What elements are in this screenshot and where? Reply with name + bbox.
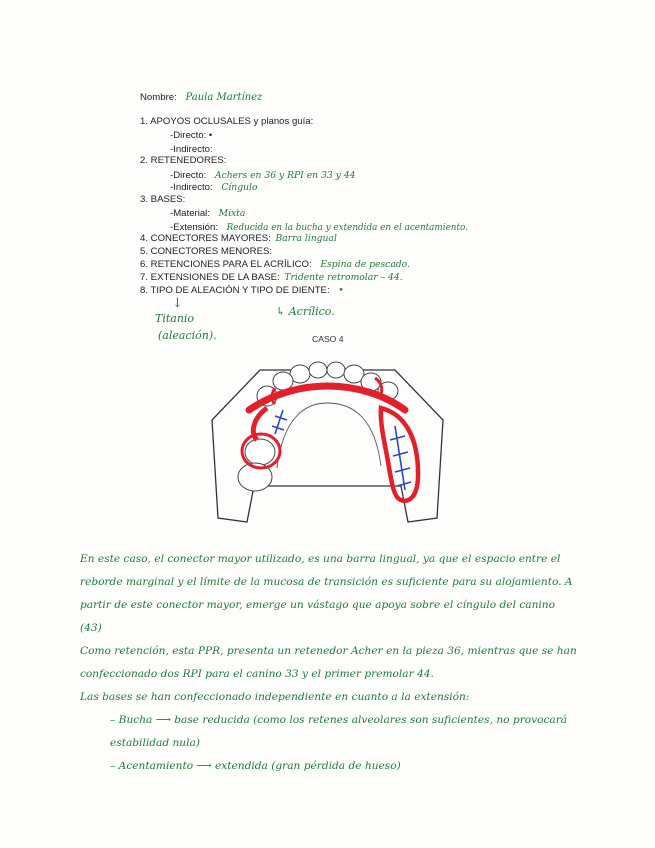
tooth-canine-left xyxy=(273,372,293,390)
q8-value: • xyxy=(338,285,344,296)
tooth-anterior-2 xyxy=(309,362,327,378)
q7-value: Tridente retromolar – 44. xyxy=(284,272,403,283)
q3-extension xyxy=(170,222,468,233)
q3-extension-label: -Extensión: xyxy=(170,222,218,233)
arrow-down-note: ↓ xyxy=(172,296,183,311)
dental-arch-diagram xyxy=(205,348,450,528)
name-value: Paula Martínez xyxy=(185,92,263,103)
q5-label: 5. CONECTORES MENORES: xyxy=(140,246,273,257)
q2-indirect-label: -Indirecto: xyxy=(170,182,213,193)
explanation-text xyxy=(80,548,580,778)
paragraph-3: Las bases se han confeccionado independiente en cuanto a la extensión: xyxy=(80,691,470,703)
paragraph-2: Como retención, esta PPR, presenta un retenedor Acher en la pieza 36, mientras que se han confeccionado dos RPI para el canino 33 y el primer premolar 44. xyxy=(80,645,577,680)
retention-right-rib-2 xyxy=(393,452,408,456)
name-line xyxy=(140,92,262,103)
note-aleacion: (aleación). xyxy=(158,329,217,342)
q1-direct-label: -Directo: xyxy=(170,130,207,141)
q1-direct-value: • xyxy=(208,130,213,141)
tooth-36 xyxy=(245,439,275,465)
q7-label: 7. EXTENSIONES DE LA BASE: xyxy=(140,272,280,283)
name-label: Nombre: xyxy=(140,92,177,103)
q3-extension-value: Reducida en la bucha y extendida en el acentamiento. xyxy=(226,223,468,233)
retention-left-spine xyxy=(275,410,283,434)
q2-heading: 2. RETENEDORES: xyxy=(140,155,227,166)
q2-direct xyxy=(170,170,355,181)
q2-indirect-value: Cíngulo xyxy=(221,182,258,193)
tooth-anterior-3 xyxy=(327,362,345,378)
q2-direct-label: -Directo: xyxy=(170,170,207,181)
retention-left xyxy=(272,410,287,434)
q6-label: 6. RETENCIONES PARA EL ACRÍLICO: xyxy=(140,259,312,270)
q7-line xyxy=(140,272,403,283)
q6-line xyxy=(140,259,410,270)
q3-material-label: -Material: xyxy=(170,208,210,219)
q1-indirect-label: -Indirecto: xyxy=(170,144,213,155)
q4-value: Barra lingual xyxy=(275,233,337,244)
paragraph-5: – Acentamiento ⟶ extendida (gran pérdida de hueso) xyxy=(110,760,401,772)
q3-heading: 3. BASES: xyxy=(140,194,186,205)
q6-value: Espina de pescado. xyxy=(320,259,410,270)
paragraph-1: En este caso, el conector mayor utilizado, es una barra lingual, ya que el espacio entre el reborde marginal y el límite de la mucosa de transición es suficiente para su alojamiento. A partir de este conector mayor, emerge un vástago que apoya sobre el cíngulo del canino (43) xyxy=(80,553,573,634)
q1-direct xyxy=(170,130,212,141)
q4-line xyxy=(140,233,337,244)
q3-material xyxy=(170,208,245,219)
inner-arch-line xyxy=(277,403,381,468)
q2-indirect xyxy=(170,182,258,193)
note-titanio: Titanio xyxy=(155,312,195,325)
q2-direct-value: Achers en 36 y RPI en 33 y 44 xyxy=(214,170,356,181)
q4-label: 4. CONECTORES MAYORES: xyxy=(140,233,271,244)
q8-line xyxy=(140,285,344,296)
note-acrilico: ↳ Acrílico. xyxy=(276,305,335,318)
q1-heading: 1. APOYOS OCLUSALES y planos guía: xyxy=(140,116,314,127)
case-label: CASO 4 xyxy=(312,334,344,344)
q3-material-value: Mixta xyxy=(218,208,246,219)
q8-label: 8. TIPO DE ALEACIÓN Y TIPO DE DIENTE: xyxy=(140,285,330,296)
paragraph-4: – Bucha ⟶ base reducida (como los retenes alveolares son suficientes, no provocará estabilidad nula) xyxy=(110,714,568,749)
